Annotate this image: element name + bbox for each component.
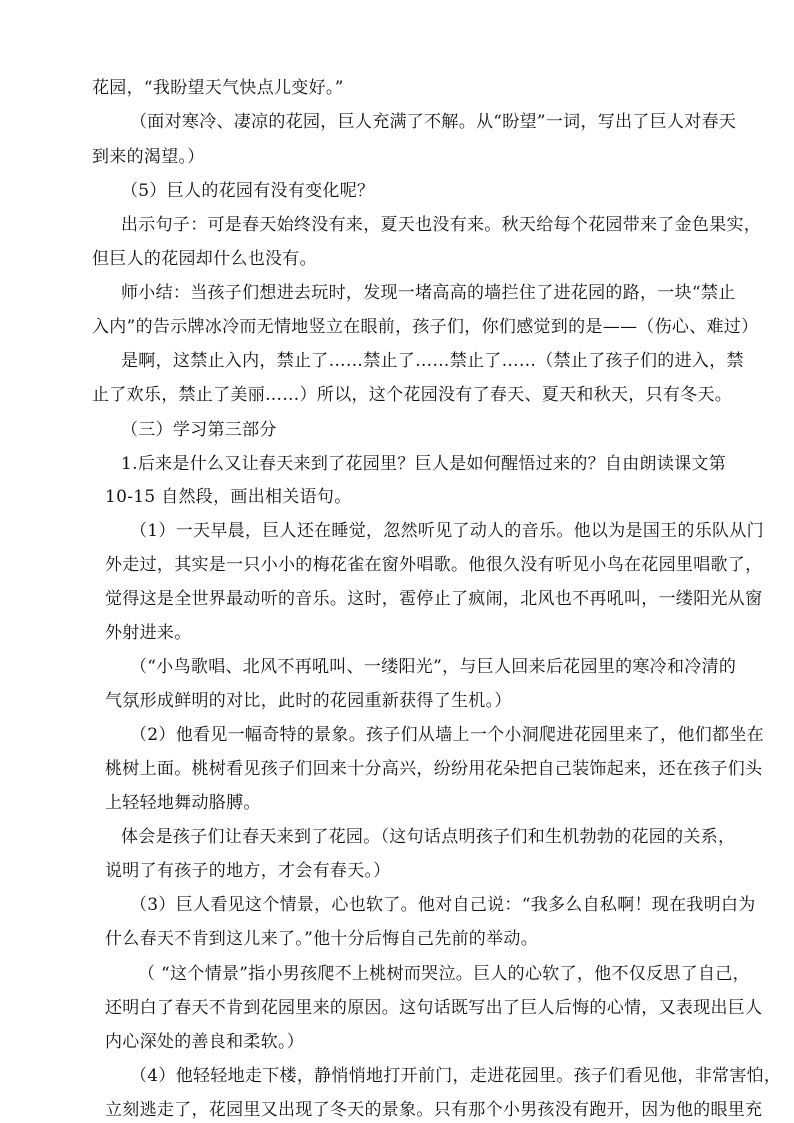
text-line: （5）巨人的花园有没有变化呢？	[121, 181, 375, 201]
text-line: 师小结：当孩子们想进去玩时，发现一堵高高的墙拦住了进花园的路，一块“禁止	[121, 283, 736, 303]
text-line: 入内”的告示牌冰冷而无情地竖立在眼前，孩子们，你们感觉到的是——（伤心、难过）	[92, 317, 759, 337]
text-line: 内心深处的善良和柔软。）	[105, 1032, 305, 1052]
text-line: 还明白了春天不肯到花园里来的原因。这句话既写出了巨人后悔的心情，又表现出巨人	[105, 998, 763, 1018]
text-line: 止了欢乐，禁止了美丽……）所以，这个花园没有了春天、夏天和秋天，只有冬天。	[92, 385, 733, 405]
text-line: 什么春天不肯到这儿来了。”他十分后悔自己先前的举动。	[105, 929, 538, 949]
text-line: 上轻轻地舞动胳膊。	[105, 793, 261, 813]
text-line: （ “这个情景”指小男孩爬不上桃树而哭泣。巨人的心软了，他不仅反思了自己，	[138, 964, 750, 984]
text-line: （4）他轻轻地走下楼，静悄悄地打开前门，走进花园里。孩子们看见他，非常害怕，	[130, 1066, 782, 1086]
text-line: 立刻逃走了，花园里又出现了冬天的景象。只有那个小男孩没有跑开，因为他的眼里充	[105, 1100, 763, 1120]
text-line: （3）巨人看见这个情景，心也软了。他对自己说：“我多么自私啊！现在我明白为	[130, 895, 756, 915]
text-line: 体会是孩子们让春天来到了花园。（这句话点明孩子们和生机勃勃的花园的关系，	[121, 827, 736, 847]
text-line: （“小鸟歌唱、北风不再吼叫、一缕阳光”，与巨人回来后花园里的寒冷和冷清的	[130, 657, 737, 677]
text-line: （面对寒冷、凄凉的花园，巨人充满了不解。从“盼望”一词，写出了巨人对春天	[130, 112, 737, 132]
text-line: 外射进来。	[105, 623, 192, 643]
text-line: 10-15 自然段，画出相关语句。	[105, 487, 352, 507]
text-line: 觉得这是全世界最动听的音乐。这时，雹停止了疯闹，北风也不再吼叫，一缕阳光从窗	[105, 589, 763, 609]
text-line: 花园，“我盼望天气快点儿变好。”	[92, 78, 344, 98]
section-heading: （三）学习第三部分	[121, 420, 277, 440]
text-line: （2）他看见一幅奇特的景象。孩子们从墙上一个小洞爬进花园里来了，他们都坐在	[130, 725, 764, 745]
text-line: 说明了有孩子的地方，才会有春天。）	[105, 861, 391, 881]
text-line: （1）一天早晨，巨人还在睡觉，忽然听见了动人的音乐。他以为是国王的乐队从门	[130, 521, 764, 541]
text-line: 但巨人的花园却什么也没有。	[92, 249, 317, 269]
text-line: 气氛形成鲜明的对比，此时的花园重新获得了生机。）	[105, 691, 512, 711]
text-line: 出示句子：可是春天始终没有来，夏天也没有来。秋天给每个花园带来了金色果实，	[121, 215, 762, 235]
text-line: 外走过，其实是一只小小的梅花雀在窗外唱歌。他很久没有听见小鸟在花园里唱歌了，	[105, 555, 763, 575]
text-line: 到来的渴望。）	[92, 147, 205, 167]
text-line: 是啊，这禁止入内，禁止了……禁止了……禁止了……（禁止了孩子们的进入，禁	[121, 351, 744, 371]
text-line: 1.后来是什么又让春天来到了花园里？巨人是如何醒悟过来的？自由朗读课文第	[121, 454, 727, 474]
text-line: 桃树上面。桃树看见孩子们回来十分高兴，纷纷用花朵把自己装饰起来，还在孩子们头	[105, 759, 763, 779]
